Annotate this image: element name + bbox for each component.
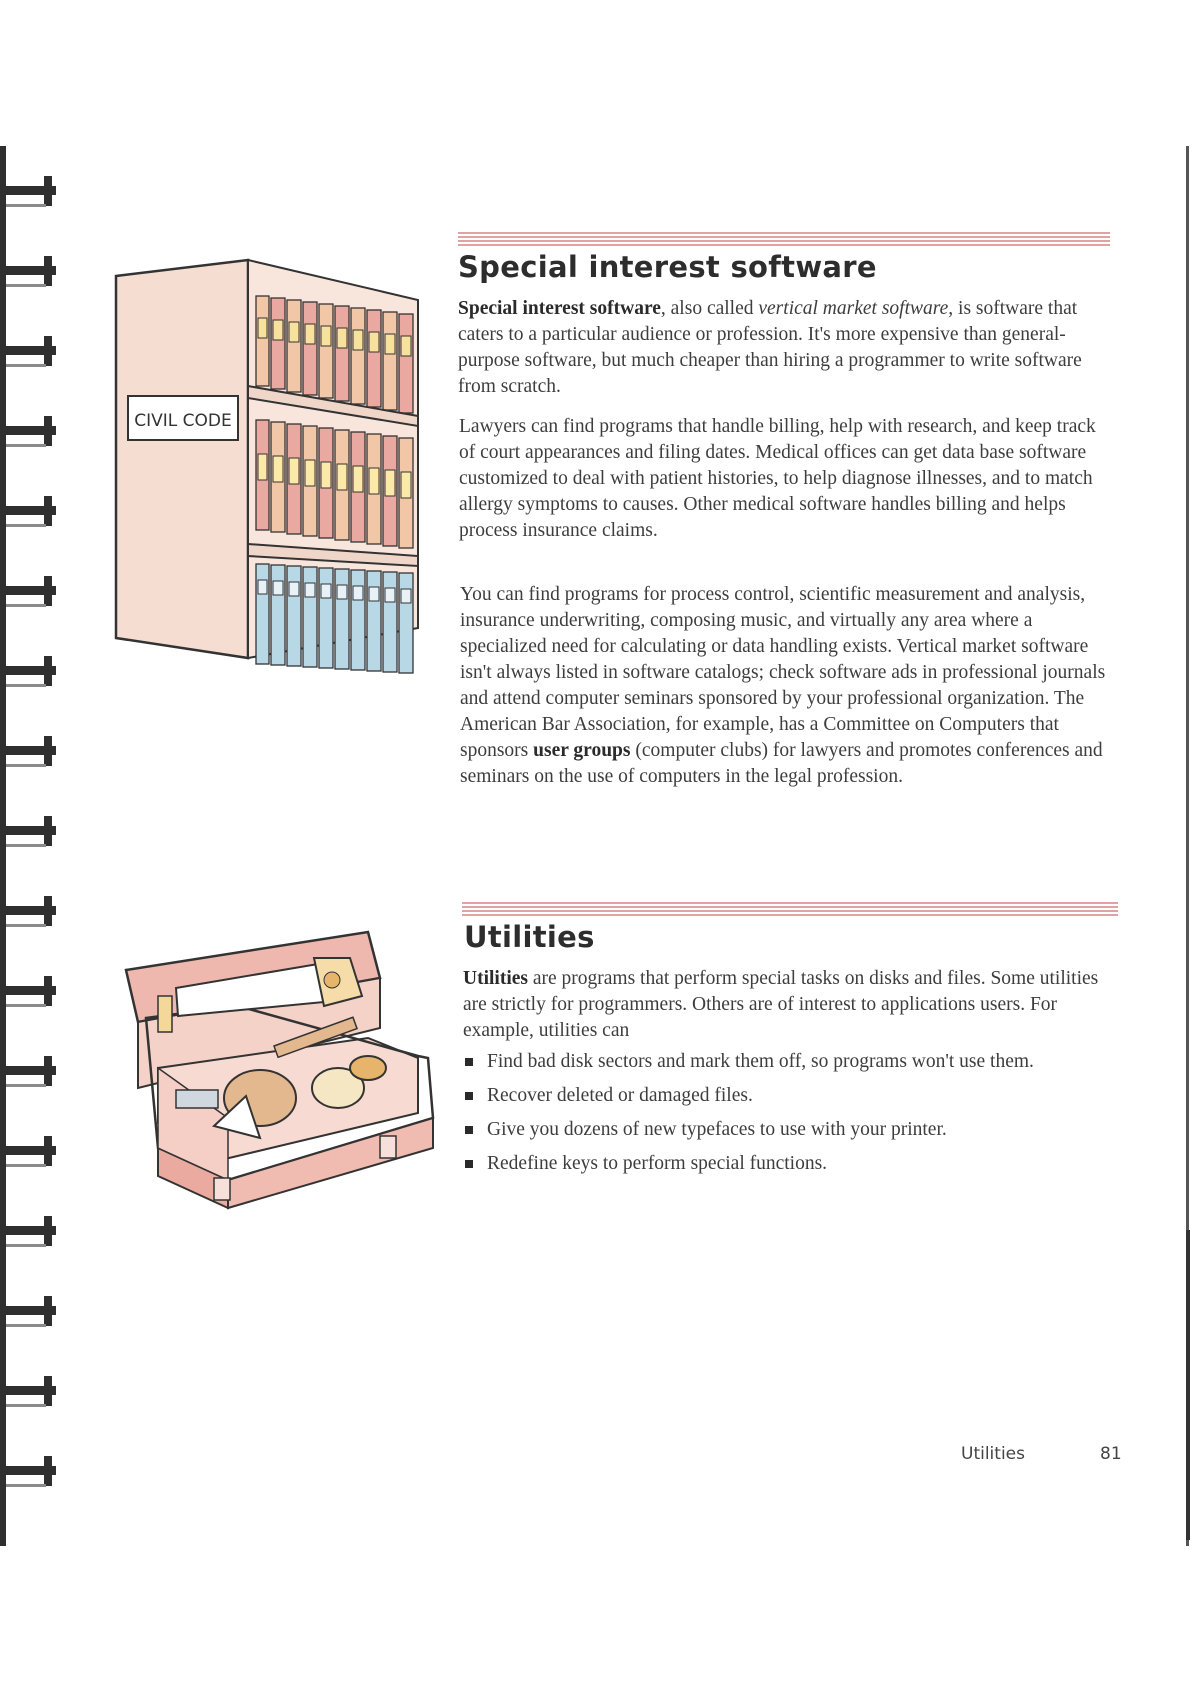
utilities-list [463,1048,1123,1184]
term-special-interest-software: Special interest software [458,298,661,319]
heading-special-interest-software: Special interest software [458,250,877,284]
civil-code-label: CIVIL CODE [134,411,232,431]
paragraph-lawyers-medical: Lawyers can find programs that handle billing, help with research, and keep track of court appearances and filing dates. Medical offices can get data base software customized to deal with patient histories, to help diagnose illnesses, and to match allergy symptoms to causes. Other medical software handles billing and helps process insurance claims. [459,416,1096,541]
toolbox-illustration [118,918,438,1218]
list-item: Recover deleted or damaged files. [463,1082,1123,1109]
heading-utilities: Utilities [464,920,595,954]
section-rule-special [458,232,1110,246]
bullet-square-icon [465,1126,473,1134]
section-rule-utilities [462,902,1118,916]
paragraph-vertical-market: You can find programs for process control, scientific measurement and analysis, insurance underwriting, composing music, and virtually any area where a specialized need for calculating or data handling exists. Vertical market software isn't always listed in software catalogs; check software ads in professional journals and attend computer seminars sponsored by your professional organization. The American Bar Association, for example, has a Committee on Computers that sponsors user groups (computer clubs) for lawyers and promotes conferences and seminars on the use of computers in the legal profession. [460,584,1106,787]
paragraph-utilities-intro: Utilities are programs that perform special tasks on disks and files. Some utilities are strictly for programmers. Others are of interest to applications users. For example, utilities can [463,968,1099,1041]
page-number: 81 [1100,1444,1122,1464]
paragraph-special-interest-definition: Special interest software, also called vertical market software, is software that caters to a particular audience or profession. It's more expensive than general-purpose software, but much cheaper than hiring a programmer to write software from scratch. [458,298,1082,397]
bullet-square-icon [465,1092,473,1100]
list-item: Find bad disk sectors and mark them off, so programs won't use them. [463,1048,1123,1075]
bullet-square-icon [465,1160,473,1168]
term-vertical-market-software: vertical market software [758,298,949,319]
term-user-groups: user groups [533,740,631,761]
term-utilities: Utilities [463,968,528,989]
spiral-binding [0,146,70,1546]
list-item: Give you dozens of new typefaces to use with your printer. [463,1116,1123,1143]
footer-section-name: Utilities [961,1444,1025,1464]
page-edge-shadow [1186,1230,1190,1540]
bullet-square-icon [465,1058,473,1066]
bookshelf-illustration [108,258,428,683]
list-item: Redefine keys to perform special functions. [463,1150,1123,1177]
